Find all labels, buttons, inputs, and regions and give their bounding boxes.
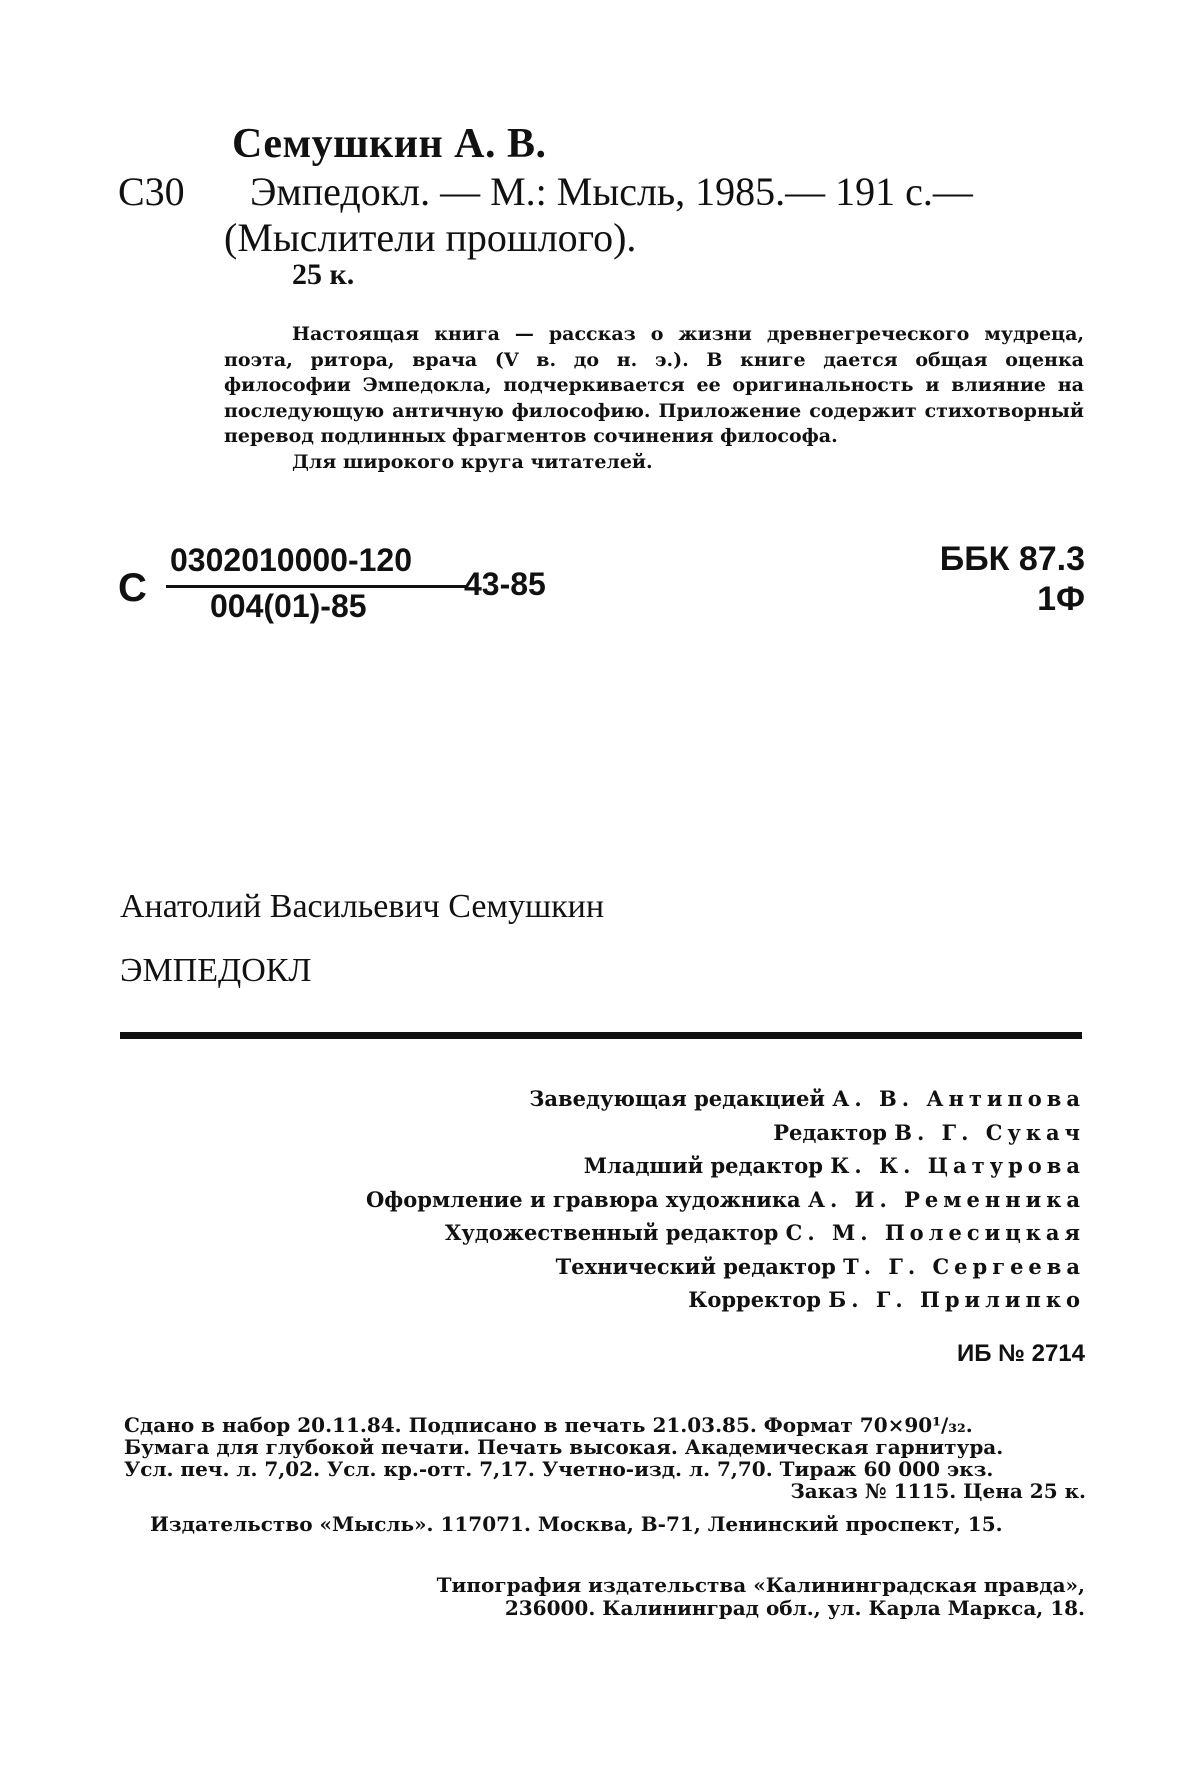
card-title-line: Эмпедокл. — М.: Мысль, 1985.— 191 с.—: [250, 169, 973, 214]
bbk-subcode: 1Ф: [1037, 580, 1085, 618]
staff-line: Младший редактор К. К. Цатурова: [583, 1153, 1085, 1178]
staff-line: Художественный редактор С. М. Полесицкая: [445, 1220, 1085, 1245]
bbk-code: ББК 87.3: [939, 540, 1085, 578]
printer-line: Типография издательства «Калининградская правда»,: [436, 1573, 1085, 1597]
staff-line: Редактор В. Г. Сукач: [773, 1119, 1085, 1145]
library-index-code: С30: [118, 169, 185, 214]
code-denominator: 004(01)-85: [210, 588, 367, 624]
staff-line: Оформление и гравюра художника А. И. Ременника: [366, 1186, 1085, 1212]
code-suffix: 43-85: [464, 566, 546, 602]
code-numerator: 0302010000-120: [170, 542, 413, 578]
staff-credits: [185, 1082, 1085, 1317]
imprint-block: [124, 1414, 1086, 1502]
printer-address: [437, 1574, 1085, 1620]
card-author: Семушкин А. В.: [232, 121, 547, 167]
staff-line: Технический редактор Т. Г. Сергеева: [555, 1253, 1085, 1279]
card-price: 25 к.: [292, 258, 355, 291]
author-full-name: Анатолий Васильевич Семушкин: [120, 888, 605, 925]
staff-line: Заведующая редакцией А. В. Антипова: [529, 1086, 1085, 1111]
imprint-line: Бумага для глубокой печати. Печать высокая. Академическая гарнитура.: [124, 1435, 1004, 1459]
printer-line: 236000. Калининград обл., ул. Карла Маркса, 18.: [504, 1596, 1085, 1620]
card-series-line: (Мыслители прошлого).: [224, 215, 637, 260]
divider-rule: [120, 1032, 1082, 1039]
classification-letter: С: [118, 566, 147, 610]
annotation-audience: Для широкого круга читателей.: [292, 450, 653, 473]
imprint-line: Сдано в набор 20.11.84. Подписано в печать 21.03.85. Формат 70×90¹/₃₂.: [124, 1413, 973, 1437]
book-title: ЭМПЕДОКЛ: [120, 952, 312, 989]
annotation: [224, 322, 1084, 475]
annotation-paragraph: Настоящая книга — рассказ о жизни древнегреческого мудреца, поэта, ритора, врача (V в. до н. э.). В книге дается общая оценка философии Эмпедокла, подчеркивается ее оригинальность и влияние на последующую античную философию. Приложение содержит стихотворный перевод подлинных фрагментов сочинения философа.: [224, 323, 1084, 447]
staff-line: Корректор Б. Г. Прилипко: [688, 1287, 1085, 1312]
publisher-address: Издательство «Мысль». 117071. Москва, В-71, Ленинский проспект, 15.: [150, 1512, 1003, 1536]
ib-number: ИБ № 2714: [957, 1340, 1085, 1367]
imprint-order-line: Заказ № 1115. Цена 25 к.: [790, 1479, 1086, 1503]
imprint-line: Усл. печ. л. 7,02. Усл. кр.-отт. 7,17. Учетно-изд. л. 7,70. Тираж 60 000 экз.: [124, 1457, 994, 1481]
